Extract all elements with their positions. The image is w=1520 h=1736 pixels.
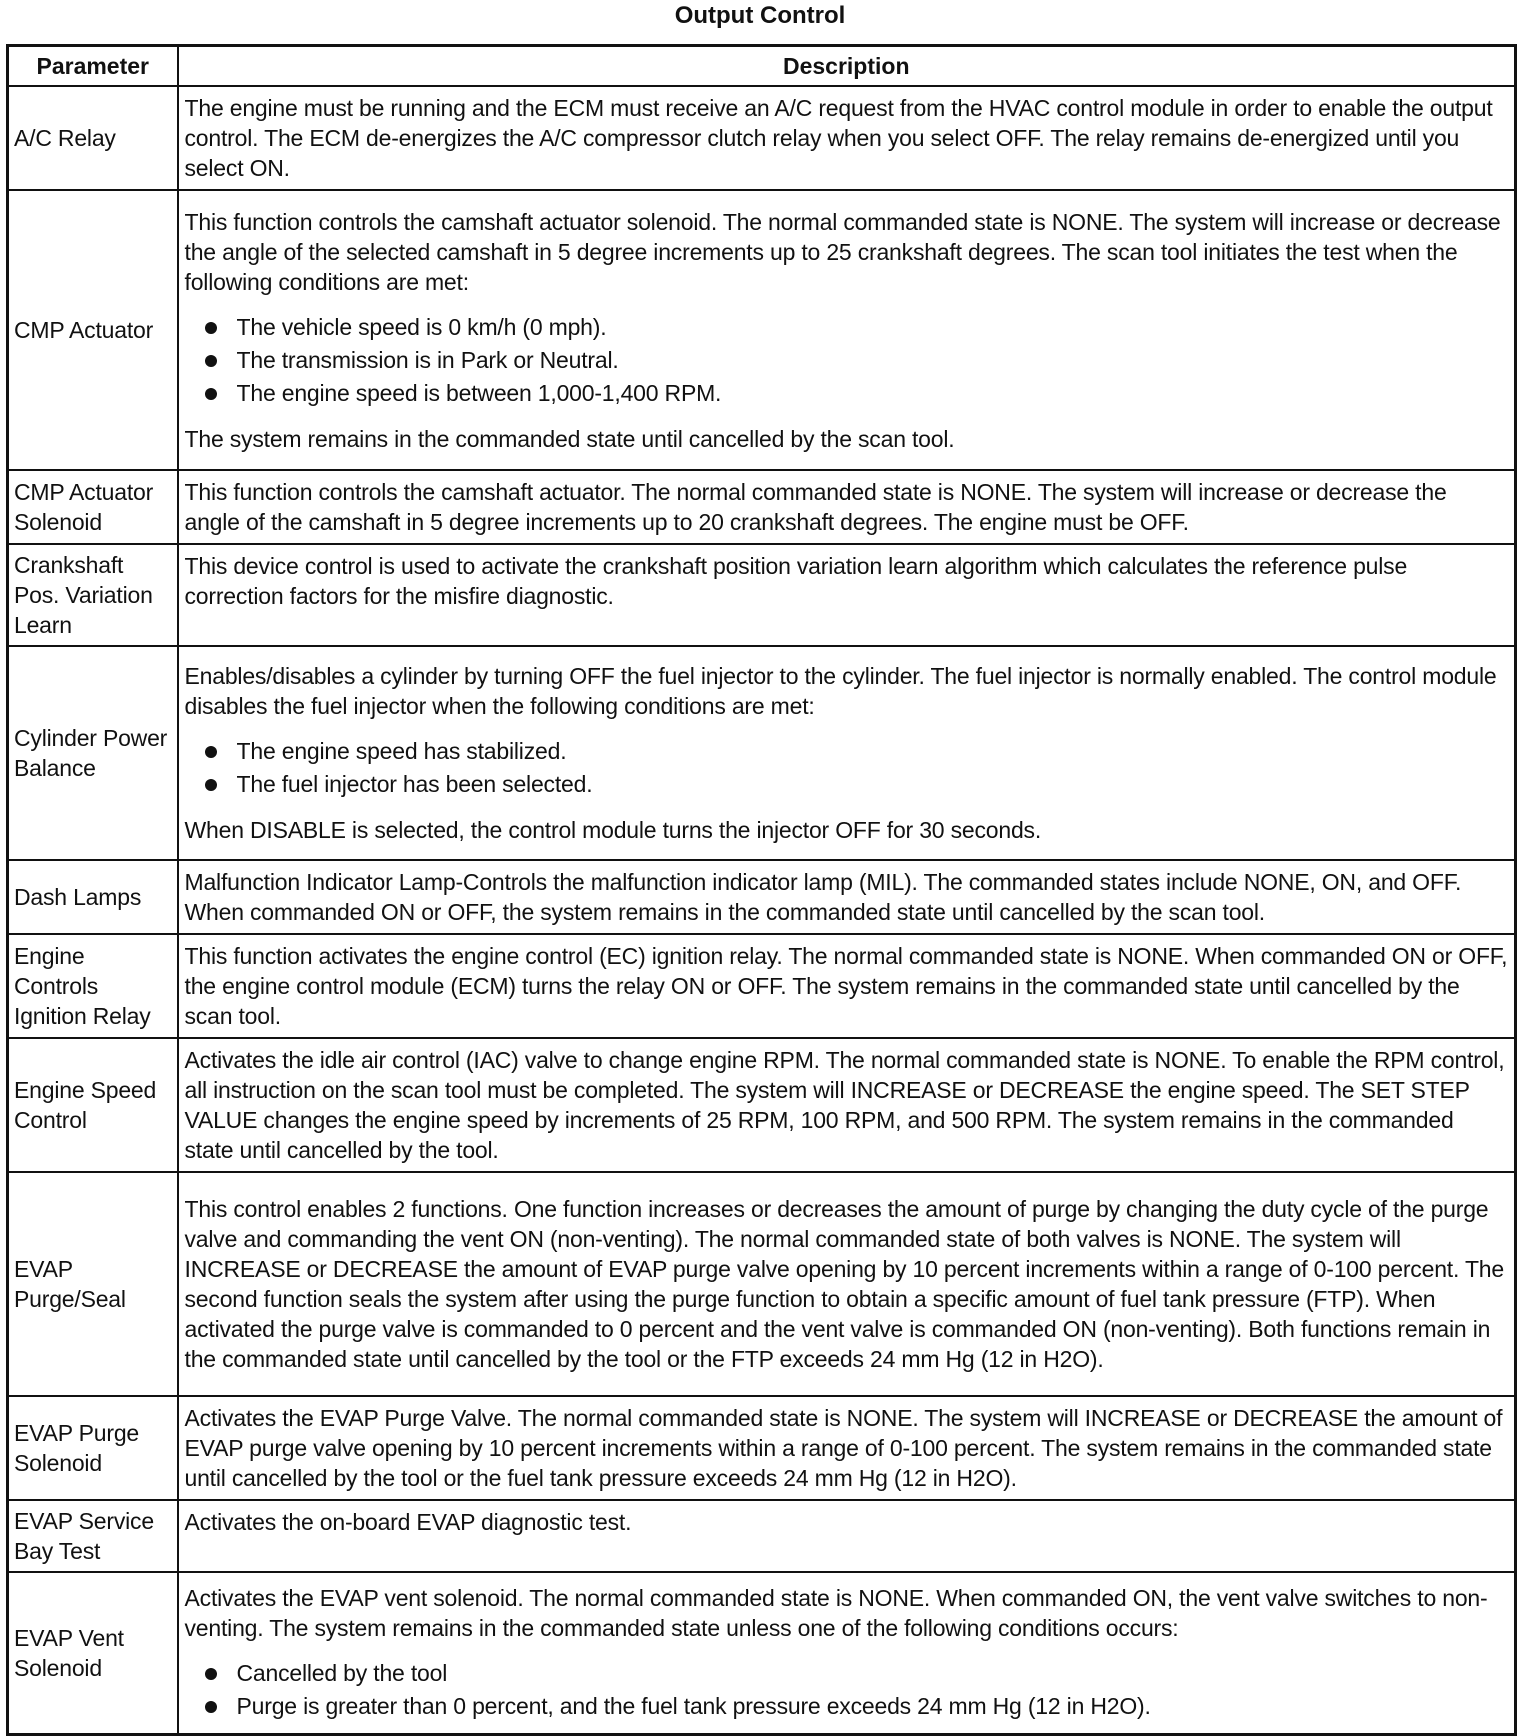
description-text: This function activates the engine control (EC) ignition relay. The normal commanded state is NONE. When commanded ON or OFF, the engine control module (ECM) turns the relay ON or OFF. The system remains in the commanded state until cancelled by the scan tool.	[184, 943, 1508, 1029]
list-item-text: Cancelled by the tool	[236, 1659, 448, 1686]
output-control-table	[6, 44, 1517, 1736]
bullet-icon	[205, 355, 217, 367]
list-item	[203, 311, 1509, 344]
description-text: This function controls the camshaft actuator solenoid. The normal commanded state is NONE. The system will increase or decrease the angle of the selected camshaft in 5 degree increments up to 25 crankshaft degrees. The scan tool initiates the test when the following conditions are met:	[184, 208, 1501, 295]
bullet-icon	[205, 388, 217, 400]
description-text: The system remains in the commanded state until cancelled by the scan tool.	[184, 425, 955, 452]
description-cell	[178, 860, 1516, 934]
description-cell	[178, 86, 1516, 190]
condition-list	[185, 311, 1509, 410]
table-row	[8, 934, 1516, 1038]
description-text: Activates the EVAP vent solenoid. The normal commanded state is NONE. When commanded ON, the vent valve switches to non-venting. The system remains in the commanded state unless one of the following conditions occurs:	[184, 1584, 1488, 1641]
table-row	[8, 1172, 1516, 1396]
list-item	[203, 735, 1509, 768]
description-cell	[178, 1500, 1516, 1572]
description-text: Activates the EVAP Purge Valve. The normal commanded state is NONE. The system will INCREASE or DECREASE the amount of EVAP purge valve opening by 10 percent increments within a range of 0-100 percent. The system remains in the commanded state until cancelled by the tool or the fuel tank pressure exceeds 24 mm Hg (12 in H2O).	[184, 1405, 1503, 1491]
description-cell	[178, 646, 1516, 860]
description-text: Activates the on-board EVAP diagnostic test.	[184, 1509, 632, 1535]
bullet-icon	[205, 322, 217, 334]
table-header-row	[8, 46, 1516, 87]
table-row	[8, 1500, 1516, 1572]
page-title: Output Control	[674, 2, 846, 29]
table-row	[8, 544, 1516, 646]
table-row	[8, 86, 1516, 190]
table-row	[8, 470, 1516, 544]
parameter-cell: Engine Speed Control	[8, 1038, 178, 1172]
description-cell	[178, 1038, 1516, 1172]
description-cell	[178, 934, 1516, 1038]
description-cell	[178, 470, 1516, 544]
table-row	[8, 1038, 1516, 1172]
description-text: Malfunction Indicator Lamp-Controls the malfunction indicator lamp (MIL). The commanded states include NONE, ON, and OFF. When commanded ON or OFF, the system remains in the commanded state until cancelled by the scan tool.	[184, 869, 1462, 925]
list-item	[203, 344, 1509, 377]
bullet-icon	[205, 1701, 217, 1713]
parameter-cell: Cylinder Power Balance	[8, 646, 178, 860]
list-item	[203, 1690, 1509, 1723]
column-header-parameter: Parameter	[8, 46, 178, 87]
description-text: This function controls the camshaft actuator. The normal commanded state is NONE. The system will increase or decrease the angle of the camshaft in 5 degree increments up to 20 crankshaft degrees. The engine must be OFF.	[184, 479, 1447, 535]
table-row	[8, 1572, 1516, 1734]
description-cell	[178, 1396, 1516, 1500]
list-item-text: The transmission is in Park or Neutral.	[236, 346, 619, 373]
parameter-cell: CMP Actuator Solenoid	[8, 470, 178, 544]
bullet-icon	[205, 1668, 217, 1680]
parameter-cell: EVAP Service Bay Test	[8, 1500, 178, 1572]
table-row	[8, 860, 1516, 934]
list-item-text: Purge is greater than 0 percent, and the fuel tank pressure exceeds 24 mm Hg (12 in H2O).	[236, 1692, 1151, 1719]
description-text: When DISABLE is selected, the control module turns the injector OFF for 30 seconds.	[184, 817, 1042, 843]
list-item-text: The vehicle speed is 0 km/h (0 mph).	[236, 313, 607, 340]
parameter-cell: Engine Controls Ignition Relay	[8, 934, 178, 1038]
column-header-description: Description	[178, 46, 1516, 87]
description-cell	[178, 1172, 1516, 1396]
parameter-cell: EVAP Purge Solenoid	[8, 1396, 178, 1500]
parameter-cell: CMP Actuator	[8, 190, 178, 470]
table-row	[8, 646, 1516, 860]
description-text: Enables/disables a cylinder by turning OFF the fuel injector to the cylinder. The fuel injector is normally enabled. The control module disables the fuel injector when the following conditions are met:	[184, 663, 1497, 719]
bullet-icon	[205, 746, 217, 758]
parameter-cell: Dash Lamps	[8, 860, 178, 934]
condition-list	[185, 1657, 1509, 1723]
list-item-text: The engine speed is between 1,000-1,400 RPM.	[236, 379, 722, 406]
list-item	[203, 1657, 1509, 1690]
description-text: Activates the idle air control (IAC) valve to change engine RPM. The normal commanded state is NONE. To enable the RPM control, all instruction on the scan tool must be completed. The system will INCREASE or DECREASE the engine speed. The SET STEP VALUE changes the engine speed by increments of 25 RPM, 100 RPM, and 500 RPM. The system remains in the commanded state until cancelled by the tool.	[184, 1047, 1505, 1163]
table-row	[8, 1396, 1516, 1500]
description-cell	[178, 1572, 1516, 1734]
bullet-icon	[205, 779, 217, 791]
parameter-cell: Crankshaft Pos. Variation Learn	[8, 544, 178, 646]
condition-list	[185, 735, 1509, 801]
parameter-cell: EVAP Purge/Seal	[8, 1172, 178, 1396]
description-cell	[178, 190, 1516, 470]
table-row	[8, 190, 1516, 470]
description-text: This control enables 2 functions. One function increases or decreases the amount of purge by changing the duty cycle of the purge valve and commanding the vent ON (non-venting). The normal commanded state of both valves is NONE. The system will INCREASE or DECREASE the amount of EVAP purge valve opening by 10 percent increments within a range of 0-100 percent. The second function seals the system after using the purge function to obtain a specific amount of fuel tank pressure (FTP). When activated the purge valve is commanded to 0 percent and the vent valve is commanded ON (non-venting). Both functions remain in the commanded state until cancelled by the tool or the FTP exceeds 24 mm Hg (12 in H2O).	[184, 1196, 1504, 1372]
description-cell	[178, 544, 1516, 646]
parameter-cell: A/C Relay	[8, 86, 178, 190]
list-item	[203, 768, 1509, 801]
description-text: The engine must be running and the ECM must receive an A/C request from the HVAC control module in order to enable the output control. The ECM de-energizes the A/C compressor clutch relay when you select OFF. The relay remains de-energized until you select ON.	[184, 95, 1493, 181]
parameter-cell: EVAP Vent Solenoid	[8, 1572, 178, 1734]
list-item	[203, 377, 1509, 410]
list-item-text: The engine speed has stabilized.	[236, 738, 567, 764]
list-item-text: The fuel injector has been selected.	[236, 771, 593, 797]
description-text: This device control is used to activate the crankshaft position variation learn algorithm which calculates the reference pulse correction factors for the misfire diagnostic.	[184, 553, 1408, 609]
